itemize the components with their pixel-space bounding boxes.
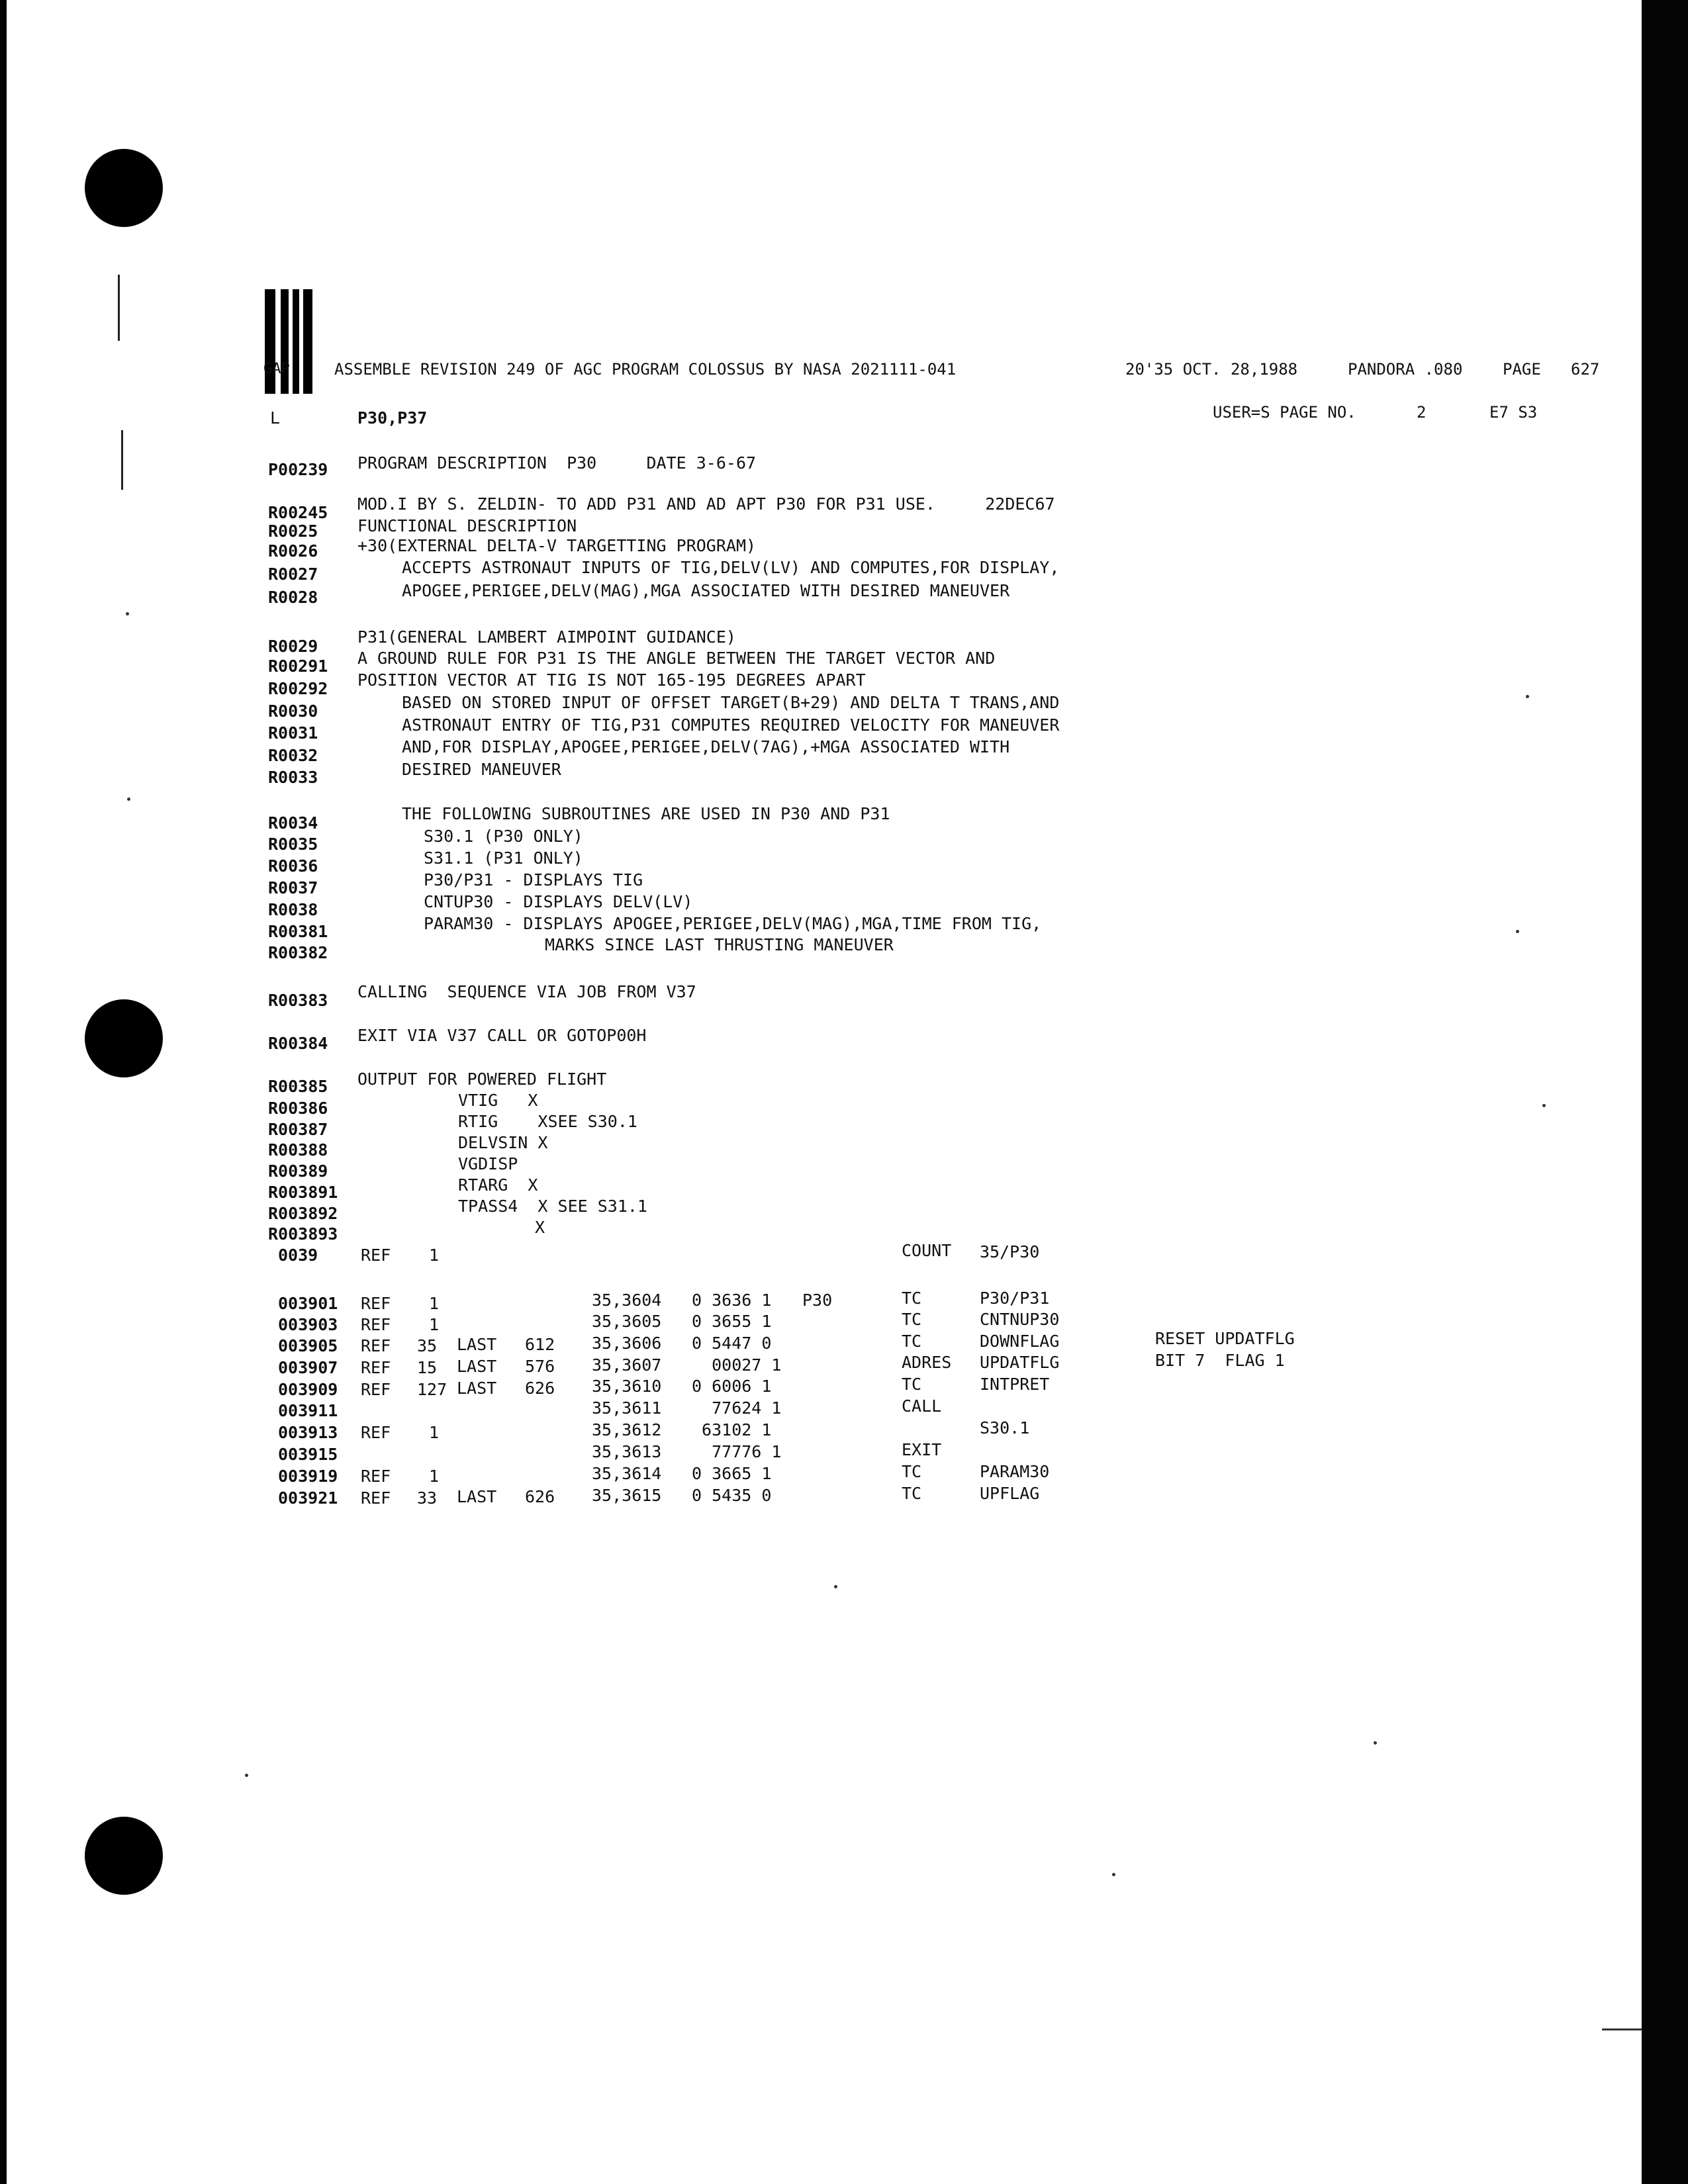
- line-label: R0029: [268, 637, 318, 656]
- line-text: ACCEPTS ASTRONAUT INPUTS OF TIG,DELV(LV) AND COMPUTES,FOR DISPLAY,: [402, 558, 1060, 577]
- scan-speck: [127, 797, 130, 801]
- scan-speck: [1516, 930, 1519, 933]
- line-label: R0027: [268, 565, 318, 584]
- line-label: R00384: [268, 1034, 328, 1053]
- row-octal-code: 0 5447 0: [692, 1334, 772, 1353]
- row-ref: REF: [361, 1336, 391, 1355]
- row-ref: REF: [361, 1488, 391, 1508]
- row-last: LAST: [457, 1357, 497, 1376]
- line-label: R0033: [268, 768, 318, 787]
- row-last: LAST: [457, 1379, 497, 1398]
- row-last: LAST: [457, 1335, 497, 1354]
- row-ref: REF: [361, 1380, 391, 1399]
- row-address: 35,3604: [592, 1291, 662, 1310]
- row-ref: REF: [361, 1294, 391, 1313]
- row-line-number: 003911: [278, 1401, 338, 1420]
- line-label: R0036: [268, 856, 318, 876]
- line-label: R0028: [268, 588, 318, 607]
- row-line-number: 003915: [278, 1445, 338, 1464]
- header-timestamp: 20'35 OCT. 28,1988: [1125, 360, 1298, 379]
- scan-speck: [1112, 1873, 1115, 1876]
- section-title: P30,P37: [357, 408, 428, 428]
- line-label: R00386: [268, 1099, 328, 1118]
- line-label: R003892: [268, 1204, 338, 1223]
- line-label: R00291: [268, 657, 328, 676]
- left-scan-edge: [0, 0, 7, 2184]
- line-text: A GROUND RULE FOR P31 IS THE ANGLE BETWEEN THE TARGET VECTOR AND: [357, 649, 996, 668]
- line-text: P30/P31 - DISPLAYS TIG: [424, 870, 643, 889]
- row-last: LAST: [457, 1487, 497, 1506]
- row-opcode: CALL: [902, 1396, 942, 1416]
- row-line-number: 003903: [278, 1315, 338, 1334]
- user-page-number: 2: [1417, 403, 1427, 422]
- line-label: R00385: [268, 1077, 328, 1096]
- scan-artifact-line: [1602, 2028, 1642, 2030]
- row-octal-code: 00027 1: [692, 1355, 782, 1375]
- row-line-number: 003919: [278, 1467, 338, 1486]
- row-last-page: 626: [525, 1487, 555, 1506]
- line-label: R00245: [268, 503, 328, 522]
- line-text: DESIRED MANEUVER: [402, 760, 561, 779]
- line-label: R003893: [268, 1224, 338, 1244]
- row-opcode: TC: [902, 1310, 922, 1329]
- row-opcode: TC: [902, 1462, 922, 1481]
- row-line-number: 003901: [278, 1294, 338, 1313]
- row-line-number: 003921: [278, 1488, 338, 1508]
- line-label: R00387: [268, 1120, 328, 1139]
- row-line-number: 003909: [278, 1380, 338, 1399]
- header-pandora: PANDORA .080: [1348, 360, 1463, 379]
- row-line-number: 003905: [278, 1336, 338, 1355]
- row-address: 35,3605: [592, 1312, 662, 1331]
- ref-count: 1: [429, 1246, 440, 1265]
- row-ref: REF: [361, 1315, 391, 1334]
- row-operand: UPFLAG: [980, 1484, 1040, 1503]
- row-operand: P30/P31: [980, 1289, 1050, 1308]
- line-label: R00383: [268, 991, 328, 1010]
- line-text: PROGRAM DESCRIPTION P30 DATE 3-6-67: [357, 453, 757, 473]
- line-text: THE FOLLOWING SUBROUTINES ARE USED IN P30 AND P31: [402, 804, 890, 823]
- row-address: 35,3606: [592, 1334, 662, 1353]
- scan-speck: [126, 612, 129, 615]
- scan-speck: [1542, 1104, 1546, 1107]
- scan-speck: [245, 1774, 248, 1777]
- row-last-page: 612: [525, 1335, 555, 1354]
- line-text: APOGEE,PERIGEE,DELV(MAG),MGA ASSOCIATED WITH DESIRED MANEUVER: [402, 581, 1010, 600]
- line-text: FUNCTIONAL DESCRIPTION: [357, 516, 577, 535]
- row-opcode: TC: [902, 1375, 922, 1394]
- opcode: COUNT: [902, 1241, 952, 1260]
- line-text: X: [535, 1218, 545, 1237]
- row-ref-count: 1: [429, 1467, 440, 1486]
- row-opcode: TC: [902, 1332, 922, 1351]
- row-octal-code: 0 5435 0: [692, 1486, 772, 1505]
- row-ref: REF: [361, 1467, 391, 1486]
- row-operand: UPDATFLG: [980, 1353, 1060, 1372]
- scan-speck: [1526, 695, 1529, 698]
- row-operand: DOWNFLAG: [980, 1332, 1060, 1351]
- row-address: 35,3612: [592, 1420, 662, 1439]
- row-address: 35,3614: [592, 1464, 662, 1483]
- row-ref: REF: [361, 1423, 391, 1442]
- right-scan-edge: [1642, 0, 1688, 2184]
- line-label: R0038: [268, 900, 318, 919]
- row-opcode: EXIT: [902, 1440, 942, 1459]
- punch-hole-middle: [85, 999, 163, 1077]
- line-label: R0031: [268, 723, 318, 743]
- row-address: 35,3610: [592, 1377, 662, 1396]
- row-octal-code: 0 6006 1: [692, 1377, 772, 1396]
- scan-speck: [1374, 1741, 1377, 1745]
- line-text: S30.1 (P30 ONLY): [424, 827, 583, 846]
- line-text: VGDISP: [458, 1154, 518, 1173]
- row-ref-count: 35: [417, 1336, 438, 1355]
- scan-speck: [834, 1585, 837, 1588]
- line-text: VTIG X: [458, 1091, 538, 1110]
- row-line-number: 003913: [278, 1423, 338, 1442]
- line-text: RTARG X: [458, 1175, 538, 1195]
- line-text: AND,FOR DISPLAY,APOGEE,PERIGEE,DELV(7AG),+MGA ASSOCIATED WITH: [402, 737, 1010, 756]
- punch-hole-top: [85, 149, 163, 227]
- line-label: R00388: [268, 1140, 328, 1160]
- row-address: 35,3615: [592, 1486, 662, 1505]
- listing-marker: L: [270, 408, 281, 428]
- row-ref-count: 1: [429, 1315, 440, 1334]
- header-page-number: 627: [1571, 360, 1600, 379]
- row-ref-count: 15: [417, 1358, 438, 1377]
- line-text: CNTUP30 - DISPLAYS DELV(LV): [424, 892, 693, 911]
- line-label: R0030: [268, 702, 318, 721]
- row-ref-count: 127: [417, 1380, 447, 1399]
- line-text: BASED ON STORED INPUT OF OFFSET TARGET(B+29) AND DELTA T TRANS,AND: [402, 693, 1060, 712]
- row-opcode: ADRES: [902, 1353, 952, 1372]
- line-text: PARAM30 - DISPLAYS APOGEE,PERIGEE,DELV(MAG),MGA,TIME FROM TIG,: [424, 914, 1042, 933]
- row-ref-count: 1: [429, 1294, 440, 1313]
- line-label: R0034: [268, 813, 318, 833]
- row-ref-count: 1: [429, 1423, 440, 1442]
- row-line-number: 003907: [278, 1358, 338, 1377]
- row-octal-code: 63102 1: [692, 1420, 772, 1439]
- line-text: EXIT VIA V37 CALL OR GOTOP00H: [357, 1026, 647, 1045]
- line-text: TPASS4 X SEE S31.1: [458, 1197, 647, 1216]
- line-text: CALLING SEQUENCE VIA JOB FROM V37: [357, 982, 696, 1001]
- row-octal-code: 0 3655 1: [692, 1312, 772, 1331]
- assemble-header: ASSEMBLE REVISION 249 OF AGC PROGRAM COLOSSUS BY NASA 2021111-041: [334, 360, 957, 379]
- row-octal-code: 77776 1: [692, 1442, 782, 1461]
- line-text: POSITION VECTOR AT TIG IS NOT 165-195 DEGREES APART: [357, 670, 866, 690]
- line-text: RTIG XSEE S30.1: [458, 1112, 637, 1131]
- line-label: R0037: [268, 878, 318, 897]
- line-text: S31.1 (P31 ONLY): [424, 848, 583, 868]
- row-address: 35,3607: [592, 1355, 662, 1375]
- line-text: MOD.I BY S. ZELDIN- TO ADD P31 AND AD APT P30 FOR P31 USE. 22DEC67: [357, 494, 1055, 514]
- margin-mark: [121, 430, 123, 490]
- line-label: R0035: [268, 835, 318, 854]
- line-label: R003891: [268, 1183, 338, 1202]
- margin-mark: [118, 275, 120, 341]
- row-octal-code: 0 3665 1: [692, 1464, 772, 1483]
- row-address: 35,3611: [592, 1398, 662, 1418]
- row-ref-count: 33: [417, 1488, 438, 1508]
- line-label: R0025: [268, 522, 318, 541]
- row-last-page: 626: [525, 1379, 555, 1398]
- row-comment: RESET UPDATFLG: [1155, 1329, 1295, 1348]
- row-octal-code: 0 3636 1: [692, 1291, 772, 1310]
- row-octal-code: 77624 1: [692, 1398, 782, 1418]
- row-operand: S30.1: [980, 1418, 1030, 1437]
- row-comment: BIT 7 FLAG 1: [1155, 1351, 1285, 1370]
- row-operand: PARAM30: [980, 1462, 1050, 1481]
- line-text: OUTPUT FOR POWERED FLIGHT: [357, 1069, 607, 1089]
- row-opcode: TC: [902, 1484, 922, 1503]
- user-page-label: USER=S PAGE NO.: [1213, 403, 1356, 422]
- header-page-label: PAGE: [1503, 360, 1541, 379]
- header-prefix: GAP: [263, 361, 290, 377]
- line-label: R0032: [268, 746, 318, 765]
- line-label: P00239: [268, 460, 328, 479]
- line-text: P31(GENERAL LAMBERT AIMPOINT GUIDANCE): [357, 627, 736, 647]
- line-text: ASTRONAUT ENTRY OF TIG,P31 COMPUTES REQUIRED VELOCITY FOR MANEUVER: [402, 715, 1060, 735]
- line-text: MARKS SINCE LAST THRUSTING MANEUVER: [545, 935, 894, 954]
- row-operand: CNTNUP30: [980, 1310, 1060, 1329]
- row-operand: INTPRET: [980, 1375, 1050, 1394]
- line-label: R00389: [268, 1161, 328, 1181]
- row-address: 35,3613: [592, 1442, 662, 1461]
- line-text: DELVSIN X: [458, 1133, 548, 1152]
- punch-hole-bottom: [85, 1817, 163, 1895]
- line-label: R00382: [268, 943, 328, 962]
- ref-keyword: REF: [361, 1246, 391, 1265]
- row-ref: REF: [361, 1358, 391, 1377]
- line-label: R0026: [268, 541, 318, 561]
- row-last-page: 576: [525, 1357, 555, 1376]
- row-label: P30: [802, 1291, 833, 1310]
- header-code: E7 S3: [1489, 403, 1538, 422]
- operand: 35/P30: [980, 1242, 1040, 1261]
- line-label: R00292: [268, 679, 328, 698]
- row-opcode: TC: [902, 1289, 922, 1308]
- line-label: R00381: [268, 922, 328, 941]
- line-text: +30(EXTERNAL DELTA-V TARGETTING PROGRAM): [357, 536, 757, 555]
- ref-line-number: 0039: [278, 1246, 318, 1265]
